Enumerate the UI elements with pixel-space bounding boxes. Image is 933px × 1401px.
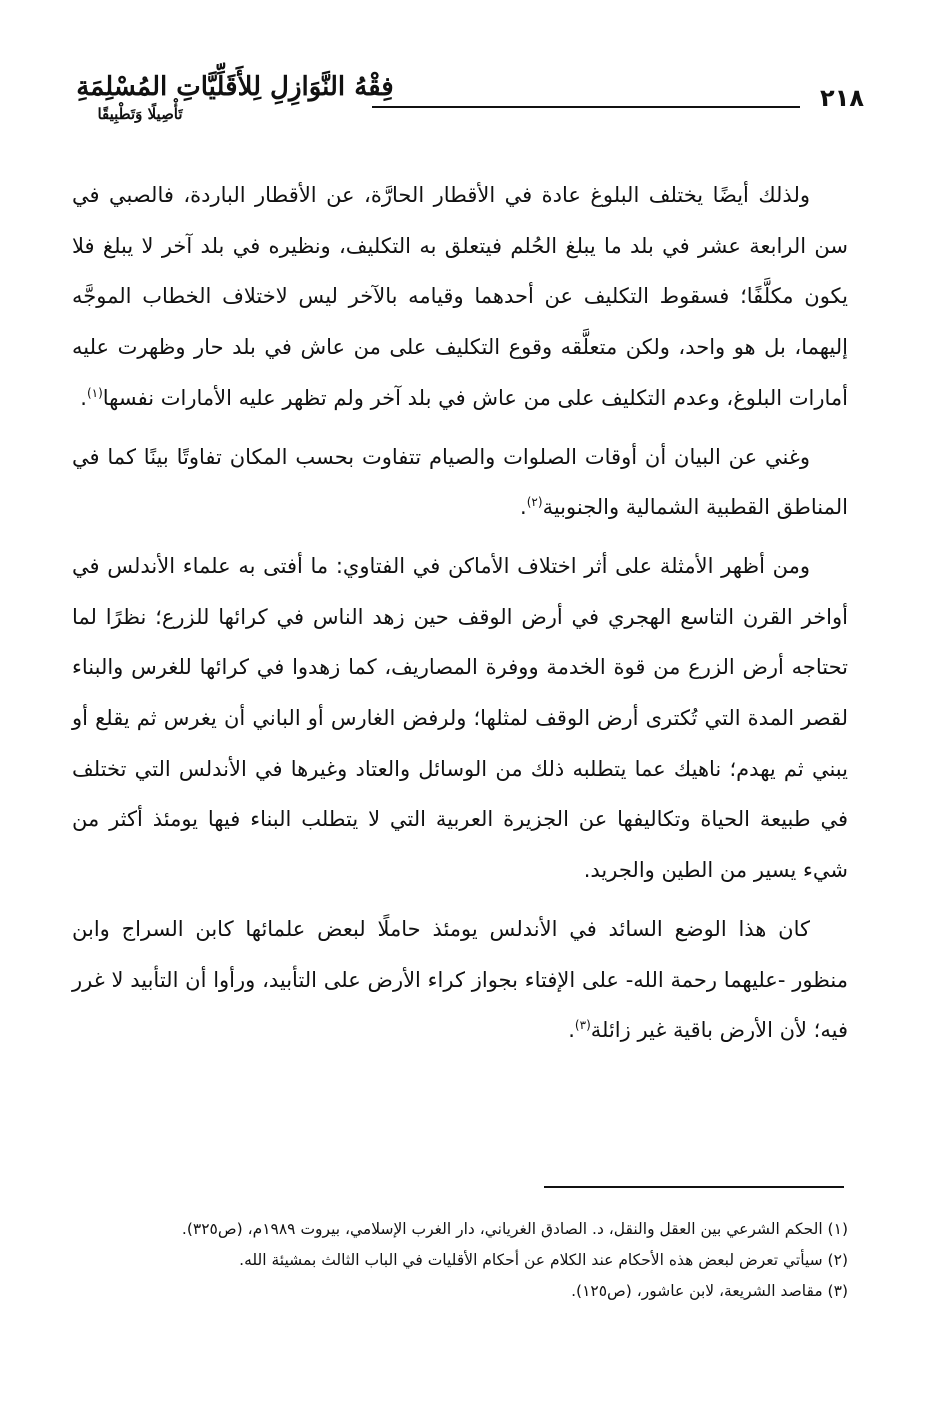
main-text [72, 170, 848, 1064]
paragraph-text: كان هذا الوضع السائد في الأندلس يومئذ حاملًا لبعض علمائها كابن السراج وابن منظور -عليهما رحمة الله- على الإفتاء بجواز كراء الأرض على التأبيد، ورأوا أن التأبيد لا غرر فيه؛ لأن الأرض باقية غير زائلة [72, 916, 848, 1043]
paragraph [72, 904, 848, 1056]
footnote-reference: (١) [86, 385, 103, 400]
footnotes [72, 1214, 848, 1307]
book-title-calligraphy [70, 70, 400, 140]
footnote-separator [544, 1186, 844, 1188]
footnote: (٢) سيأتي تعرض لبعض هذه الأحكام عند الكلام عن أحكام الأقليات في الباب الثالث بمشيئة الله. [239, 1251, 848, 1269]
book-title-main: فِقْهُ النَّوَازِلِ لِلأَقَلِّيَّاتِ المُسْلِمَةِ [76, 72, 394, 102]
paragraph-text: ولذلك أيضًا يختلف البلوغ عادة في الأقطار الحارَّة، عن الأقطار الباردة، فالصبي في سن الرابعة عشر في بلد ما يبلغ الحُلم فيتعلق به التكليف، ونظيره في بلد آخر لا يبلغ فلا يكون مكلَّفًا؛ فسقوط التكليف عن أحدهما وقيامه بالآخر ليس لاختلاف الخطاب الموجَّه إليهما، بل هو واحد، ولكن متعلَّقه وقوع التكليف على من عاش في بلد حار وظهرت عليه أمارات البلوغ، وعدم التكليف على من عاش في بلد آخر ولم تظهر عليه الأمارات نفسها [72, 183, 848, 410]
running-header [70, 70, 864, 140]
book-title-subtitle: تَأْصِيلًا وَتَطْبِيقًا [97, 105, 183, 123]
paragraph [72, 170, 848, 424]
paragraph [72, 541, 848, 896]
sentence-end: . [520, 495, 527, 520]
footnote-reference: (٢) [526, 495, 543, 510]
paragraph-text: ومن أظهر الأمثلة على أثر اختلاف الأماكن في الفتاوي: ما أفتى به علماء الأندلس في أواخر القرن التاسع الهجري في أرض الوقف حين زهد الناس في كرائها للزرع؛ نظرًا لما تحتاجه أرض الزرع من قوة الخدمة ووفرة المصاريف، كما زهدوا في كرائها للغرس والبناء لقصر المدة التي تُكترى أرض الوقف لمثلها؛ ولرفض الغارس أو الباني أن يغرس ثم يقلع أو يبني ثم يهدم؛ ناهيك عما يتطلبه ذلك من الوسائل والعتاد وغيرها في الأندلس التي تختلف في طبيعة الحياة وتكاليفها عن الجزيرة العربية التي لا يتطلب البناء فيها يومئذ أكثر من شيء يسير من الطين والجريد. [72, 553, 848, 883]
page-number: ٢١٨ [820, 84, 864, 112]
sentence-end: . [80, 385, 87, 410]
footnote: (١) الحكم الشرعي بين العقل والنقل، د. الصادق الغرياني، دار الغرب الإسلامي، بيروت ١٩٨٩م، (ص٣٢٥). [181, 1220, 848, 1238]
paragraph [72, 432, 848, 533]
paragraph-text: وغني عن البيان أن أوقات الصلوات والصيام تتفاوت بحسب المكان تفاوتًا بينًا كما في المناطق القطبية الشمالية والجنوبية [72, 444, 848, 520]
footnote: (٣) مقاصد الشريعة، لابن عاشور، (ص١٢٥). [571, 1282, 848, 1300]
footnote-reference: (٣) [574, 1018, 591, 1033]
header-rule [372, 106, 800, 108]
sentence-end: . [568, 1018, 575, 1043]
